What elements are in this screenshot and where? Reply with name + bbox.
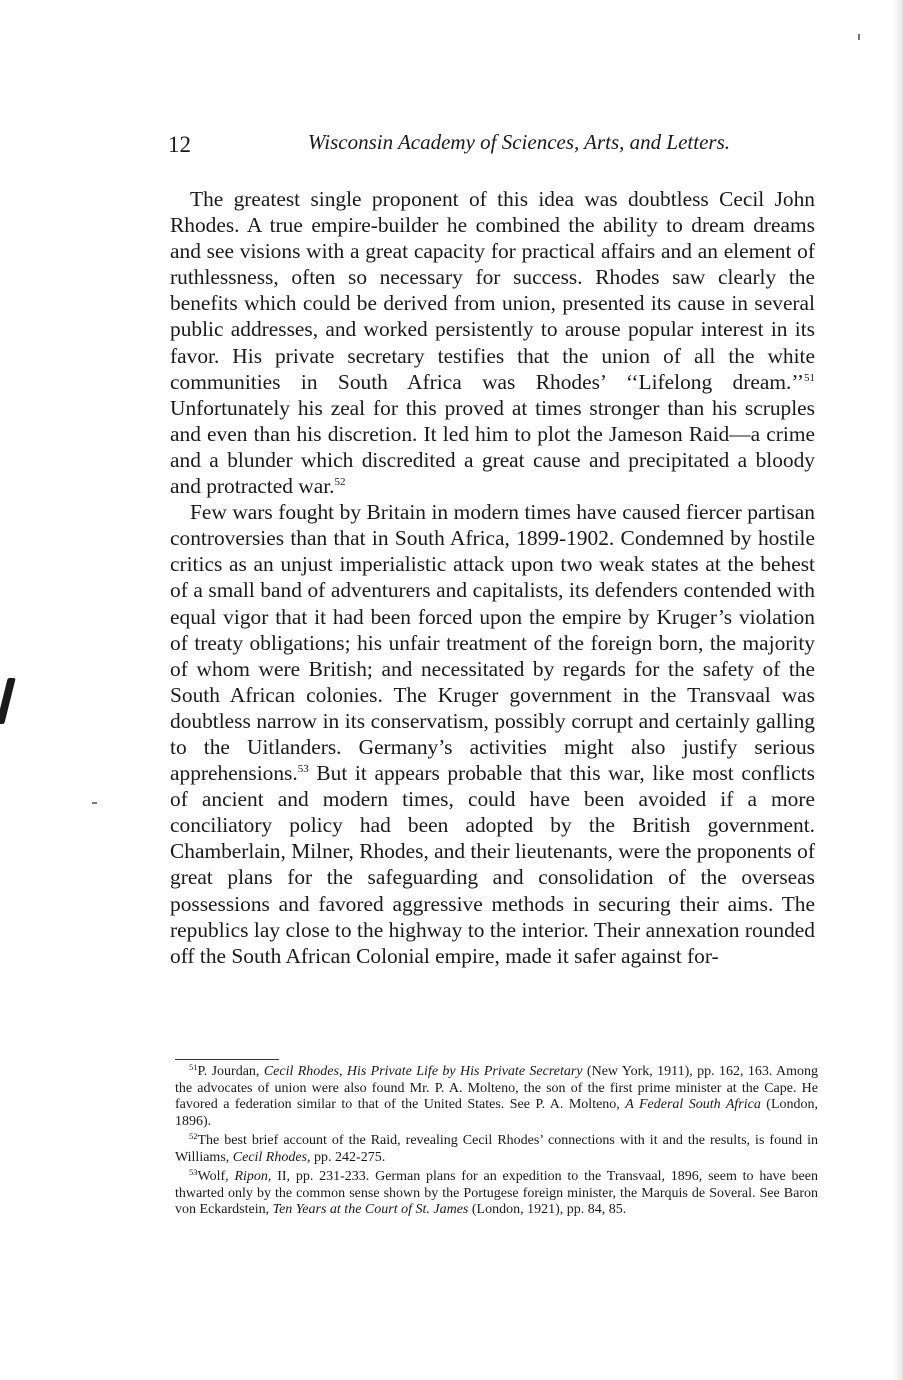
footnote-title: Ten Years at the Court of St. James — [272, 1202, 469, 1217]
paragraph-text: Unfortunately his zeal for this proved at times stronger than his scruples and even than his discretion. It led him to plot the Jameson Raid—a crime and a blunder which discredited a great cause and precipitated a bloody and protracted war. — [170, 395, 815, 499]
page-header — [168, 128, 730, 164]
footnote-title: Ripon — [234, 1169, 268, 1184]
footnote-text: (New York, 1911), pp. 162, 163. Among the advocates of union were also found Mr. P. A. Molteno, the son of the first prime minister at the Cape. He favored a federation similar to that of the United States. See P. A. Molteno, — [175, 1064, 819, 1112]
scan-speck — [92, 802, 97, 804]
footnote-mark: 51 — [189, 1062, 198, 1072]
footnote-52 — [175, 1133, 818, 1166]
footnote-divider — [175, 1059, 279, 1060]
paragraph-text: Few wars fought by Britain in modern times have caused fiercer partisan controversies than that in South Africa, 1899-1902. Condemned by hostile critics as an unjust imperialistic attack upon two weak states at the behest of a small band of adventurers and capitalists, its defenders contended with equal vigor that it had been forced upon the empire by Kruger’s violation of treaty obligations; his unfair treatment of the foreign born, the majority of whom were British; and necessitated by regards for the safety of the South African colonies. The Kruger government in the Transvaal was doubtless narrow in its conservatism, possibly corrupt and certainly galling to the Uitlanders. Germany’s activities might also justify serious apprehensions. — [170, 500, 815, 786]
footnote-ref: 53 — [297, 763, 309, 776]
scan-bleed-mark — [0, 678, 16, 724]
footnote-text: Wolf, — [197, 1169, 235, 1184]
paragraph — [170, 186, 815, 499]
footnote-text: P. Jourdan, — [197, 1064, 264, 1079]
footnote-ref: 51 — [804, 371, 815, 384]
footnote-title: Cecil Rhodes, His Private Life by His Private Secretary — [263, 1064, 583, 1079]
paragraph-text: The greatest single proponent of this idea was doubtless Cecil John Rhodes. A true empire-builder he combined the ability to dream dreams and see visions with a great capacity for practical affairs and an element of ruthlessness, often so necessary for success. Rhodes saw clearly the benefits which could be derived from union, presented its cause in several public addresses, and worked persistently to arouse popular interest in its favor. His private secretary testifies that the union of all the white communities in South Africa was Rhodes’ ‘‘Lifelong dream.’’ — [170, 187, 815, 394]
scan-speck — [858, 34, 860, 40]
footnote-mark: 52 — [189, 1131, 198, 1141]
page-number: 12 — [168, 132, 191, 157]
footnote-text: (London, 1921), pp. 84, 85. — [468, 1202, 627, 1217]
footnote-53 — [175, 1169, 818, 1219]
paragraph — [170, 499, 815, 969]
footnote-text: , II, pp. 231-233. German plans for an expedition to the Transvaal, 1896, seem to have been thwarted only by the common sense shown by the Portugese foreign minister, the Marquis de Soveral. See Baron von Eckardstein, — [175, 1169, 818, 1217]
footnote-title: A Federal South Africa — [625, 1097, 761, 1112]
page-edge-shadow — [893, 0, 903, 1380]
running-head: Wisconsin Academy of Sciences, Arts, and Letters. — [307, 130, 730, 154]
footnote-text: (London, 1896). — [175, 1097, 819, 1129]
footnote-ref: 52 — [334, 476, 346, 489]
paragraph-text: But it appears probable that this war, like most conflicts of ancient and modern times, could have been avoided if a more conciliatory policy had been adopted by the British government. Chamberlain, Milner, Rhodes, and their lieutenants, were the proponents of great plans for the safeguarding and consolidation of the overseas possessions and favored aggressive methods in securing their aims. The republics lay close to the highway to the interior. Their annexation rounded off the South African Colonial empire, made it safer against for- — [170, 761, 815, 968]
body-text — [170, 186, 815, 969]
footnote-mark: 53 — [189, 1167, 198, 1177]
footnote-text: , pp. 242-275. — [307, 1149, 386, 1165]
footnote-title: Cecil Rhodes — [232, 1149, 308, 1165]
footnotes — [175, 1064, 818, 1222]
footnote-text: The best brief account of the Raid, revealing Cecil Rhodes’ connections with it and the results, is found in Williams, — [175, 1133, 818, 1165]
footnote-51 — [175, 1064, 818, 1130]
